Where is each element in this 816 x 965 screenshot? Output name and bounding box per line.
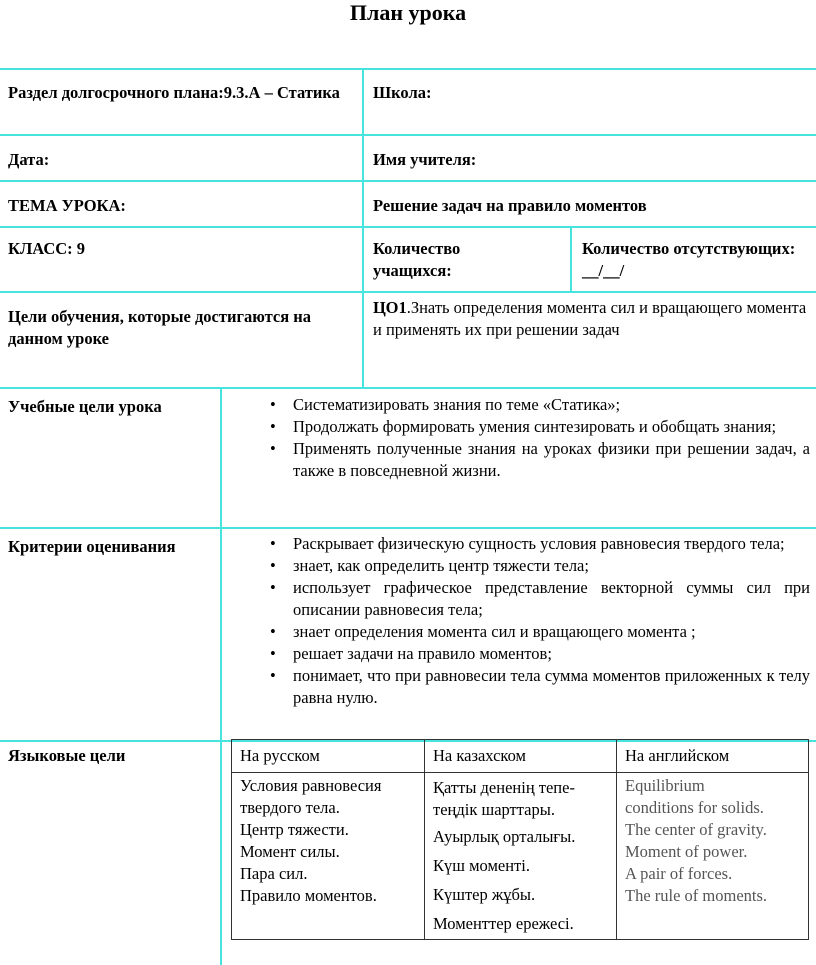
objectives-label: Цели обучения, которые достигаются на данном уроке [8, 307, 312, 348]
bullet-icon: • [270, 395, 276, 414]
bullet-icon: • [270, 578, 276, 597]
grid-line [0, 387, 816, 389]
objective-text [373, 297, 813, 341]
section-label: Раздел долгосрочного плана:9.3.А – Статика [8, 83, 340, 102]
kazakh-terms: Қатты дененің тепе- теңдік шарттары. Ауырлық орталығы. Күш моменті. Күштер жұбы. Моменттер ережесі. [425, 773, 617, 940]
bullet-icon: • [270, 439, 276, 458]
learning-goals-list [240, 394, 810, 482]
grid-line [0, 134, 816, 136]
topic-value: Решение задач на правило моментов [373, 196, 647, 215]
bullet-icon: • [270, 666, 276, 685]
list-item: • знает определения момента сил и вращающего момента ; [270, 622, 696, 641]
grid-line [0, 68, 816, 70]
list-item: • Применять полученные знания на уроках физики при решении задач, а также в повседневной жизни. [270, 439, 810, 480]
objective-code: ЦО1 [373, 298, 407, 317]
criteria-list [240, 533, 810, 709]
teacher-label: Имя учителя: [373, 150, 477, 169]
topic-label: ТЕМА УРОКА: [8, 196, 126, 215]
grid-line [0, 180, 816, 182]
grid-line [0, 291, 816, 293]
list-item: • понимает, что при равновесии тела сумма моментов приложенных к телу равна нулю. [270, 666, 810, 707]
students-label: Количество учащихся: [373, 239, 461, 280]
english-terms: Equilibrium conditions for solids. The center of gravity. Moment of power. A pair of forces. The rule of moments. [617, 773, 809, 940]
grid-line [0, 226, 816, 228]
page-title: План урока [349, 0, 467, 25]
header-kazakh: На казахском [425, 740, 617, 773]
grid-line [0, 527, 816, 529]
header-russian: На русском [232, 740, 425, 773]
list-item: • использует графическое представление векторной суммы сил при описании равновесия тела; [270, 578, 810, 619]
criteria-label: Критерии оценивания [8, 537, 176, 556]
learning-goals-label: Учебные цели урока [8, 397, 162, 416]
list-item: • знает, как определить центр тяжести тела; [270, 556, 589, 575]
objective-description: .Знать определения момента сил и вращающего момента и применять их при решении задач [373, 298, 807, 339]
language-table [231, 739, 809, 940]
bullet-icon: • [270, 534, 276, 553]
grid-line [362, 68, 364, 388]
list-item: • Систематизировать знания по теме «Статика»; [270, 395, 621, 414]
list-item: • Раскрывает физическую сущность условия равновесия твердого тела; [270, 534, 785, 553]
russian-terms: Условия равновесия твердого тела. Центр тяжести. Момент силы. Пара сил. Правило моментов. [232, 773, 425, 940]
bullet-icon: • [270, 644, 276, 663]
grid-line [570, 226, 572, 292]
bullet-icon: • [270, 622, 276, 641]
list-item: • решает задачи на правило моментов; [270, 644, 552, 663]
list-item: • Продолжать формировать умения синтезировать и обобщать знания; [270, 417, 777, 436]
school-label: Школа: [373, 83, 432, 102]
date-label: Дата: [8, 150, 50, 169]
header-english: На английском [617, 740, 809, 773]
language-label: Языковые цели [8, 746, 126, 765]
bullet-icon: • [270, 417, 276, 436]
class-label: КЛАСС: 9 [8, 239, 86, 258]
absent-label: Количество отсутствующих: __/__/ [582, 239, 796, 280]
grid-line [220, 387, 222, 965]
bullet-icon: • [270, 556, 276, 575]
